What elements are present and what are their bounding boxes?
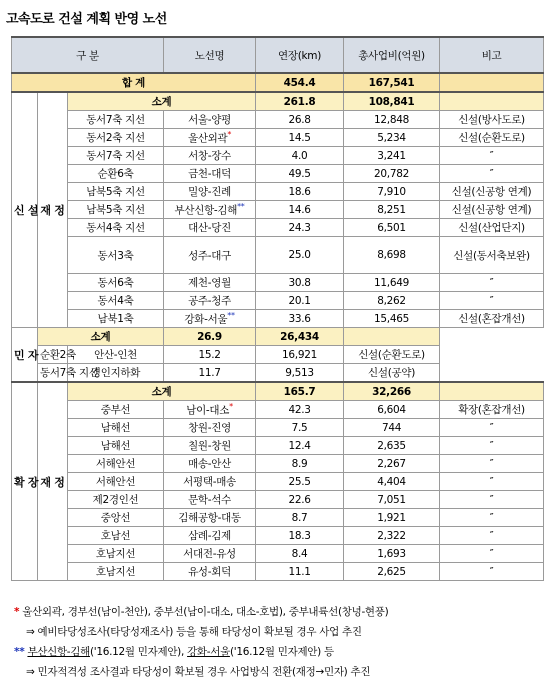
- footnote-1-text: 울산외곽, 경부선(남이-천안), 중부선(남이-대소, 대소-호법), 중부내륙선(창녕-현풍): [22, 606, 389, 618]
- table-row: [12, 237, 544, 274]
- row-line: 남북1축: [68, 310, 164, 328]
- row-cost: 16,921: [256, 346, 344, 364]
- row-cost: 2,635: [344, 437, 440, 455]
- row-remark: 신설(방사도로): [440, 111, 544, 129]
- row-route: [164, 292, 256, 310]
- route-name: 서평택-매송: [183, 476, 236, 488]
- section-label: 신 설: [12, 92, 38, 328]
- table-header-row: [12, 37, 544, 73]
- subsection-label: 민 자: [12, 328, 38, 383]
- row-cost: 20,782: [344, 165, 440, 183]
- row-cost: 7,910: [344, 183, 440, 201]
- total-length: 454.4: [256, 73, 344, 92]
- table-row: [12, 473, 544, 491]
- route-name: 문학-석수: [188, 494, 231, 506]
- row-route: [164, 455, 256, 473]
- subtotal-cost: 108,841: [344, 92, 440, 111]
- row-route: [164, 509, 256, 527]
- route-mark: **: [237, 201, 245, 211]
- row-line: 순환6축: [68, 165, 164, 183]
- row-route: [164, 219, 256, 237]
- row-length: 24.3: [256, 219, 344, 237]
- row-length: 15.2: [164, 346, 256, 364]
- table-row: [12, 183, 544, 201]
- subtotal-length: 165.7: [256, 382, 344, 401]
- row-route: [164, 437, 256, 455]
- row-remark: ″: [440, 165, 544, 183]
- row-line: 호남선: [68, 527, 164, 545]
- row-length: 49.5: [256, 165, 344, 183]
- subtotal-length: 26.9: [164, 328, 256, 346]
- table-row: [12, 401, 544, 419]
- subtotal-cost: 26,434: [256, 328, 344, 346]
- row-remark: 신설(산업단지): [440, 219, 544, 237]
- subtotal-length: 261.8: [256, 92, 344, 111]
- row-cost: 9,513: [256, 364, 344, 383]
- row-cost: 2,625: [344, 563, 440, 581]
- subtotal-remark: [344, 328, 440, 346]
- route-name: 강화-서울: [184, 313, 228, 326]
- row-remark: ″: [440, 473, 544, 491]
- row-cost: 744: [344, 419, 440, 437]
- route-name: 경인지하화: [90, 367, 141, 379]
- row-cost: 12,848: [344, 111, 440, 129]
- route-name: 창원-진영: [188, 422, 231, 434]
- subtotal-row: [12, 92, 544, 111]
- header-length: 연장(km): [256, 37, 344, 73]
- row-length: 4.0: [256, 147, 344, 165]
- row-route: [164, 563, 256, 581]
- row-route: [68, 346, 164, 364]
- row-remark: ″: [440, 455, 544, 473]
- route-name: 서울-양평: [188, 114, 231, 126]
- row-length: 42.3: [256, 401, 344, 419]
- subtotal-row: [12, 328, 544, 346]
- row-cost: 1,921: [344, 509, 440, 527]
- row-line: 동서7축 지선: [38, 364, 68, 383]
- route-name: 밀양-진례: [188, 186, 231, 198]
- row-remark: ″: [440, 292, 544, 310]
- section-label: 확 장: [12, 382, 38, 581]
- footnotes: [14, 602, 544, 682]
- subtotal-cost: 32,266: [344, 382, 440, 401]
- route-name: 성주-대구: [188, 249, 231, 262]
- row-line: 남북5축 지선: [68, 201, 164, 219]
- footnote-3b: ('16.12월 민자제안),: [89, 646, 188, 658]
- total-row: [12, 73, 544, 92]
- row-line: 호남지선: [68, 545, 164, 563]
- row-cost: 8,698: [344, 237, 440, 274]
- row-route: [164, 183, 256, 201]
- table-row: [12, 129, 544, 147]
- header-route: 노선명: [164, 37, 256, 73]
- footnote-3c: 강화-서울: [187, 646, 230, 658]
- table-row: [12, 111, 544, 129]
- row-remark: ″: [440, 274, 544, 292]
- row-length: 7.5: [256, 419, 344, 437]
- row-length: 12.4: [256, 437, 344, 455]
- row-length: 14.6: [256, 201, 344, 219]
- footnote-4: ⇒ 민자적격성 조사결과 타당성이 확보될 경우 사업방식 전환(재정→민자) 추진: [26, 666, 371, 678]
- subtotal-label: 소계: [68, 382, 256, 401]
- table-row: [12, 419, 544, 437]
- row-line: 동서4축 지선: [68, 219, 164, 237]
- row-line: 동서4축: [68, 292, 164, 310]
- row-line: 동서2축 지선: [68, 129, 164, 147]
- row-remark: 신설(혼잡개선): [440, 310, 544, 328]
- route-name: 매송-안산: [188, 458, 231, 470]
- table-row: [12, 509, 544, 527]
- row-length: 8.4: [256, 545, 344, 563]
- route-name: 유성-회덕: [188, 566, 231, 578]
- row-remark: ″: [440, 545, 544, 563]
- route-name: 공주-청주: [188, 295, 231, 307]
- row-length: 20.1: [256, 292, 344, 310]
- subsection-label: 재 정: [38, 92, 68, 328]
- route-mark: *: [229, 401, 233, 411]
- row-length: 33.6: [256, 310, 344, 328]
- row-remark: ″: [440, 527, 544, 545]
- row-line: 제2경인선: [68, 491, 164, 509]
- row-cost: 11,649: [344, 274, 440, 292]
- route-name: 부산신항-김해: [174, 204, 238, 217]
- row-route: [164, 111, 256, 129]
- row-line: 동서7축 지선: [68, 111, 164, 129]
- route-name: 금천-대덕: [188, 168, 231, 180]
- subtotal-label: 소계: [38, 328, 164, 346]
- row-line: 중앙선: [68, 509, 164, 527]
- table-row: [12, 437, 544, 455]
- table-row: [12, 491, 544, 509]
- route-name: 김해공항-대동: [178, 512, 241, 524]
- route-name: 남이-대소: [186, 404, 230, 417]
- route-mark: **: [227, 310, 235, 320]
- new-gov-group: [12, 92, 544, 328]
- expand-gov-group: [12, 382, 544, 581]
- row-route: [164, 201, 256, 219]
- row-length: 26.8: [256, 111, 344, 129]
- subsection-label: 재 정: [38, 382, 68, 581]
- row-line: 남북5축 지선: [68, 183, 164, 201]
- row-cost: 2,322: [344, 527, 440, 545]
- footnote-1: [14, 602, 544, 622]
- row-length: 11.1: [256, 563, 344, 581]
- row-line: 남해선: [68, 437, 164, 455]
- row-cost: 15,465: [344, 310, 440, 328]
- row-cost: 1,693: [344, 545, 440, 563]
- subtotal-remark: [440, 382, 544, 401]
- row-length: 8.9: [256, 455, 344, 473]
- row-length: 25.0: [256, 237, 344, 274]
- row-line: 남해선: [68, 419, 164, 437]
- row-line: 중부선: [68, 401, 164, 419]
- route-name: 서대전-유성: [183, 548, 236, 560]
- row-length: 11.7: [164, 364, 256, 383]
- row-line: 동서7축 지선: [68, 147, 164, 165]
- row-remark: ″: [440, 491, 544, 509]
- row-cost: 2,267: [344, 455, 440, 473]
- footnote-mark-2: **: [14, 646, 25, 658]
- header-cost: 총사업비(억원): [344, 37, 440, 73]
- row-route: [164, 237, 256, 274]
- row-route: [164, 129, 256, 147]
- row-remark: ″: [440, 419, 544, 437]
- row-remark: ″: [440, 563, 544, 581]
- total-label: 합 계: [12, 73, 256, 92]
- row-route: [164, 491, 256, 509]
- row-remark: ″: [440, 147, 544, 165]
- route-name: 울산외곽: [187, 132, 228, 145]
- footnote-3d: ('16.12월 민자제안) 등: [229, 646, 334, 658]
- row-line: 동서3축: [68, 237, 164, 274]
- row-route: [164, 165, 256, 183]
- row-remark: 신설(동서축보완): [440, 237, 544, 274]
- row-length: 18.3: [256, 527, 344, 545]
- row-line: 호남지선: [68, 563, 164, 581]
- table-row: [12, 455, 544, 473]
- table-row: [12, 274, 544, 292]
- row-route: [164, 527, 256, 545]
- row-remark: 신설(순환도로): [440, 129, 544, 147]
- header-remark: 비고: [440, 37, 544, 73]
- route-name: 서창-장수: [188, 150, 231, 162]
- row-length: 14.5: [256, 129, 344, 147]
- footnote-2: ⇒ 예비타당성조사(타당성재조사) 등을 통해 타당성이 확보될 경우 사업 추진: [26, 626, 362, 638]
- row-length: 18.6: [256, 183, 344, 201]
- row-remark: ″: [440, 437, 544, 455]
- route-mark: *: [227, 129, 232, 139]
- row-remark: ″: [440, 509, 544, 527]
- table-row: [12, 147, 544, 165]
- row-length: 25.5: [256, 473, 344, 491]
- table-row: [12, 527, 544, 545]
- subtotal-remark: [440, 92, 544, 111]
- row-route: [164, 147, 256, 165]
- table-row: [12, 545, 544, 563]
- row-route: [164, 274, 256, 292]
- row-route: [164, 473, 256, 491]
- total-cost: 167,541: [344, 73, 440, 92]
- row-remark: 신설(순환도로): [344, 346, 440, 364]
- row-line: 동서6축: [68, 274, 164, 292]
- row-cost: 8,262: [344, 292, 440, 310]
- row-line: 서해안선: [68, 455, 164, 473]
- row-route: [164, 401, 256, 419]
- route-name: 대산-당진: [188, 222, 231, 234]
- highway-plan-table: [11, 36, 544, 581]
- table-row: [12, 201, 544, 219]
- row-remark: 확장(혼잡개선): [440, 401, 544, 419]
- row-cost: 5,234: [344, 129, 440, 147]
- row-route: [164, 310, 256, 328]
- table-row: [12, 346, 544, 364]
- route-name: 칠원-창원: [188, 440, 231, 452]
- route-name: 안산-인천: [94, 349, 137, 361]
- row-cost: 4,404: [344, 473, 440, 491]
- row-line: 서해안선: [68, 473, 164, 491]
- row-cost: 8,251: [344, 201, 440, 219]
- page-title: 고속도로 건설 계획 반영 노선: [6, 12, 167, 27]
- row-route: [164, 545, 256, 563]
- route-name: 삼례-김제: [188, 530, 231, 542]
- header-category: 구 분: [12, 37, 164, 73]
- table-row: [12, 219, 544, 237]
- route-name: 제천-영월: [188, 277, 231, 289]
- row-cost: 6,604: [344, 401, 440, 419]
- footnote-mark-1: *: [14, 606, 20, 618]
- row-cost: 6,501: [344, 219, 440, 237]
- row-length: 30.8: [256, 274, 344, 292]
- subtotal-label: 소계: [68, 92, 256, 111]
- table-row: [12, 310, 544, 328]
- row-cost: 3,241: [344, 147, 440, 165]
- table-row: [12, 364, 544, 383]
- row-remark: 신설(공약): [344, 364, 440, 383]
- row-remark: 신설(신공항 연계): [440, 201, 544, 219]
- row-cost: 7,051: [344, 491, 440, 509]
- new-private-group: [12, 328, 544, 383]
- row-length: 22.6: [256, 491, 344, 509]
- table-row: [12, 165, 544, 183]
- table-row: [12, 292, 544, 310]
- table-row: [12, 563, 544, 581]
- subtotal-row: [12, 382, 544, 401]
- row-remark: 신설(신공항 연계): [440, 183, 544, 201]
- row-length: 8.7: [256, 509, 344, 527]
- footnote-3: [14, 642, 544, 662]
- row-line: 순환2축: [38, 346, 68, 364]
- row-route: [164, 419, 256, 437]
- footnote-3a: 부산신항-김해: [27, 646, 90, 658]
